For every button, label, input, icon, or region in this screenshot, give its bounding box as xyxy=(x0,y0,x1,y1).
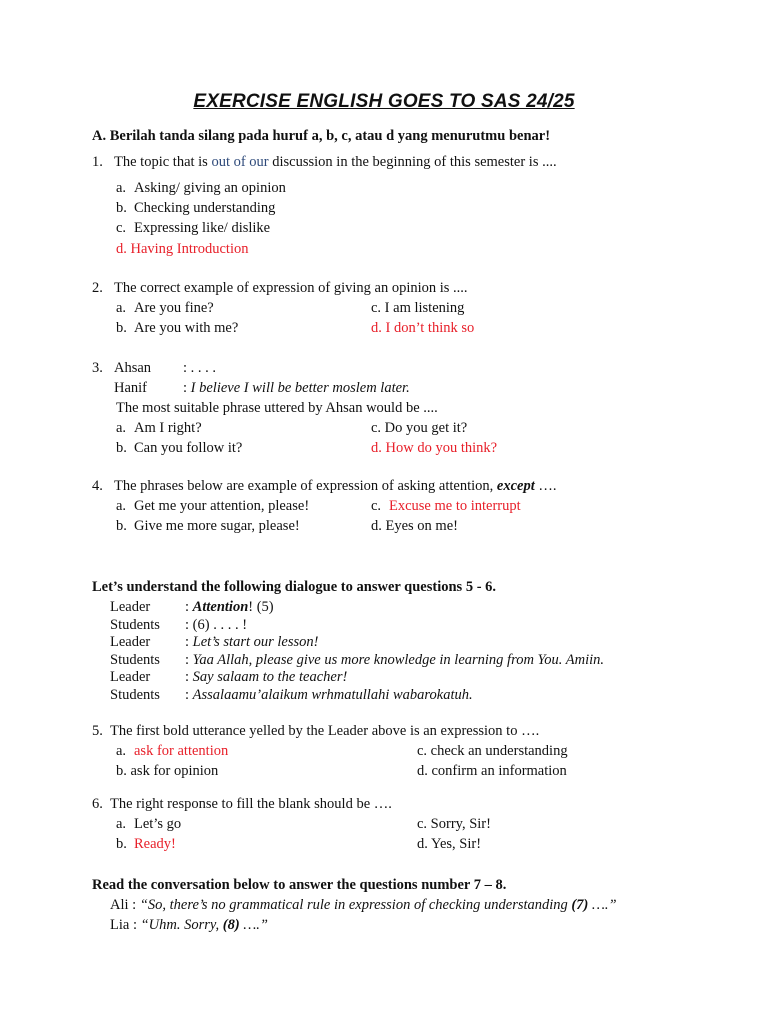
highlighted-phrase: out of our xyxy=(211,154,269,170)
dialogue-line: Students : (6) . . . . ! xyxy=(110,617,248,633)
page-title: EXERCISE ENGLISH GOES TO SAS 24/25 xyxy=(193,91,575,112)
question-6: 6. The right response to fill the blank should be …. xyxy=(92,796,392,812)
q4-option-a[interactable]: a. Get me your attention, please! xyxy=(116,498,310,514)
dialogue-1-heading: Let’s understand the following dialogue to answer questions 5 - 6. xyxy=(92,579,497,595)
dialogue-line-ali: Ali : “So, there’s no grammatical rule in expression of checking understanding (7) ….” xyxy=(110,897,617,913)
question-1: 1. The topic that is out of our discussion in the beginning of this semester is .... xyxy=(92,154,557,170)
q5-option-c[interactable]: c. check an understanding xyxy=(417,743,568,759)
dialogue-line: Students : Assalaamu’alaikum wrhmatullahi wabarokatuh. xyxy=(110,687,473,703)
question-3-line-1: 3. Ahsan : . . . . xyxy=(92,360,217,376)
question-5: 5. The first bold utterance yelled by the Leader above is an expression to …. xyxy=(92,723,540,739)
q3-option-c[interactable]: c. Do you get it? xyxy=(371,420,468,436)
dialogue-2-heading: Read the conversation below to answer the questions number 7 – 8. xyxy=(92,877,507,893)
q1-option-a[interactable]: a. Asking/ giving an opinion xyxy=(116,180,286,196)
q4-option-b[interactable]: b. Give me more sugar, please! xyxy=(116,518,300,534)
q2-option-d[interactable]: d. I don’t think so xyxy=(371,320,475,336)
dialogue-line: Leader : Attention! (5) xyxy=(110,599,274,615)
q4-option-d[interactable]: d. Eyes on me! xyxy=(371,518,458,534)
q1-option-b[interactable]: b. Checking understanding xyxy=(116,200,276,216)
q6-option-c[interactable]: c. Sorry, Sir! xyxy=(417,816,491,832)
dialogue-line-lia: Lia : “Uhm. Sorry, (8) ….” xyxy=(110,917,268,933)
q2-option-c[interactable]: c. I am listening xyxy=(371,300,465,316)
section-a-instruction: A. Berilah tanda silang pada huruf a, b, c, atau d yang menurutmu benar! xyxy=(92,128,551,144)
q3-option-b[interactable]: b. Can you follow it? xyxy=(116,440,243,456)
q6-option-a[interactable]: a. Let’s go xyxy=(116,816,182,832)
question-2: 2. The correct example of expression of giving an opinion is .... xyxy=(92,280,468,296)
question-4: 4. The phrases below are example of expression of asking attention, except …. xyxy=(92,478,557,494)
q3-option-a[interactable]: a. Am I right? xyxy=(116,420,202,436)
q3-option-d[interactable]: d. How do you think? xyxy=(371,440,498,456)
question-3-line-2: Hanif : I believe I will be better moslem later. xyxy=(114,380,410,396)
q5-option-a[interactable]: a. ask for attention xyxy=(116,743,229,759)
q1-option-c[interactable]: c. Expressing like/ dislike xyxy=(116,220,271,236)
q6-option-b[interactable]: b. Ready! xyxy=(116,836,176,852)
q2-option-a[interactable]: a. Are you fine? xyxy=(116,300,214,316)
dialogue-line: Leader : Let’s start our lesson! xyxy=(110,634,319,650)
dialogue-line: Students : Yaa Allah, please give us more knowledge in learning from You. Amiin. xyxy=(110,652,605,668)
q5-option-b[interactable]: b. ask for opinion xyxy=(116,763,219,779)
q5-option-d[interactable]: d. confirm an information xyxy=(417,763,567,779)
question-3-prompt: The most suitable phrase uttered by Ahsan would be .... xyxy=(116,400,438,416)
q1-option-d[interactable]: d. Having Introduction xyxy=(116,241,249,257)
q6-option-d[interactable]: d. Yes, Sir! xyxy=(417,836,482,852)
q4-option-c[interactable]: c. Excuse me to interrupt xyxy=(371,498,521,514)
dialogue-line: Leader : Say salaam to the teacher! xyxy=(110,669,348,685)
q2-option-b[interactable]: b. Are you with me? xyxy=(116,320,239,336)
